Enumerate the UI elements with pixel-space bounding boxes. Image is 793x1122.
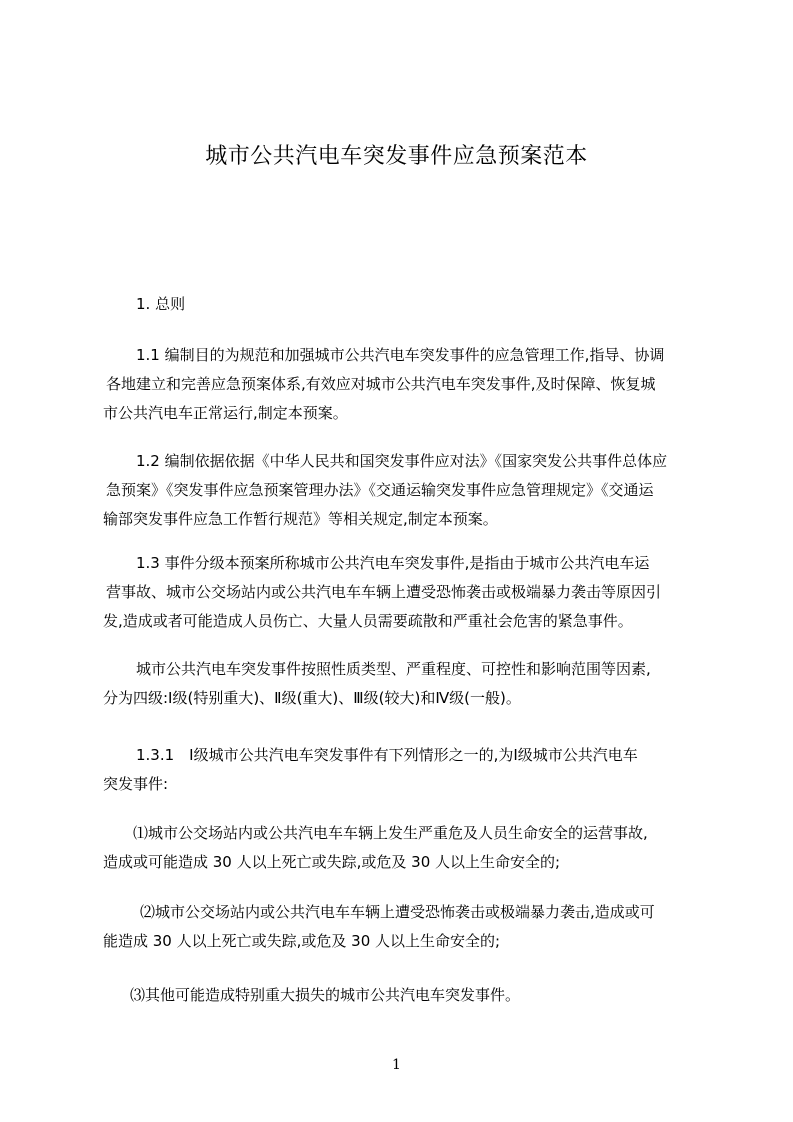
text-line: 能造成 30 人以上死亡或失踪,或危及 30 人以上生命安全的; bbox=[103, 932, 501, 950]
text-line: ⑶其他可能造成特别重大损失的城市公共汽电车突发事件。 bbox=[130, 986, 521, 1004]
section-heading-general bbox=[103, 290, 703, 319]
text-line: 1. 总则 bbox=[136, 295, 186, 313]
text-line: 营事故、城市公交场站内或公共汽电车车辆上遭受恐怖袭击或极端暴力袭击等原因引 bbox=[106, 583, 662, 601]
text-line: 分为四级:Ⅰ级(特别重大)、Ⅱ级(重大)、Ⅲ级(较大)和Ⅳ级(一般)。 bbox=[103, 689, 521, 707]
text-line: 1.3.1 Ⅰ级城市公共汽电车突发事件有下列情形之一的,为Ⅰ级城市公共汽电车 bbox=[136, 746, 638, 764]
text-line: 市公共汽电车正常运行,制定本预案。 bbox=[103, 404, 348, 422]
text-line: 急预案》《突发事件应急预案管理办法》《交通运输突发事件应急管理规定》《交通运 bbox=[106, 481, 654, 499]
page-number: 1 bbox=[392, 1057, 401, 1073]
text-line: 造成或可能造成 30 人以上死亡或失踪,或危及 30 人以上生命安全的; bbox=[103, 853, 561, 871]
list-item-2 bbox=[103, 898, 703, 956]
paragraph-1-2 bbox=[103, 447, 703, 534]
text-line: 1.3 事件分级本预案所称城市公共汽电车突发事件,是指由于城市公共汽电车运 bbox=[136, 554, 650, 572]
text-line: 突发事件: bbox=[103, 775, 169, 793]
text-line: 发,造成或者可能造成人员伤亡、大量人员需要疏散和严重社会危害的紧急事件。 bbox=[103, 612, 633, 630]
paragraph-1-3-1 bbox=[103, 741, 703, 799]
paragraph-1-3 bbox=[103, 549, 703, 636]
list-item-3 bbox=[103, 981, 703, 1010]
paragraph-1-1 bbox=[103, 341, 703, 428]
text-line: ⑴城市公交场站内或公共汽电车车辆上发生严重危及人员生命安全的运营事故, bbox=[133, 824, 648, 842]
list-item-1 bbox=[103, 819, 703, 877]
document-title: 城市公共汽电车突发事件应急预案范本 bbox=[205, 144, 588, 169]
paragraph-classification bbox=[103, 655, 703, 713]
text-line: 1.2 编制依据依据《中华人民共和国突发事件应对法》《国家突发公共事件总体应 bbox=[136, 452, 668, 470]
text-line: 1.1 编制目的为规范和加强城市公共汽电车突发事件的应急管理工作,指导、协调 bbox=[136, 346, 665, 364]
text-line: 各地建立和完善应急预案体系,有效应对城市公共汽电车突发事件,及时保障、恢复城 bbox=[106, 375, 656, 393]
text-line: 城市公共汽电车突发事件按照性质类型、严重程度、可控性和影响范围等因素, bbox=[136, 660, 651, 678]
text-line: 输部突发事件应急工作暂行规范》等相关规定,制定本预案。 bbox=[103, 510, 498, 528]
text-line: ⑵城市公交场站内或公共汽电车车辆上遭受恐怖袭击或极端暴力袭击,造成或可 bbox=[140, 903, 655, 921]
